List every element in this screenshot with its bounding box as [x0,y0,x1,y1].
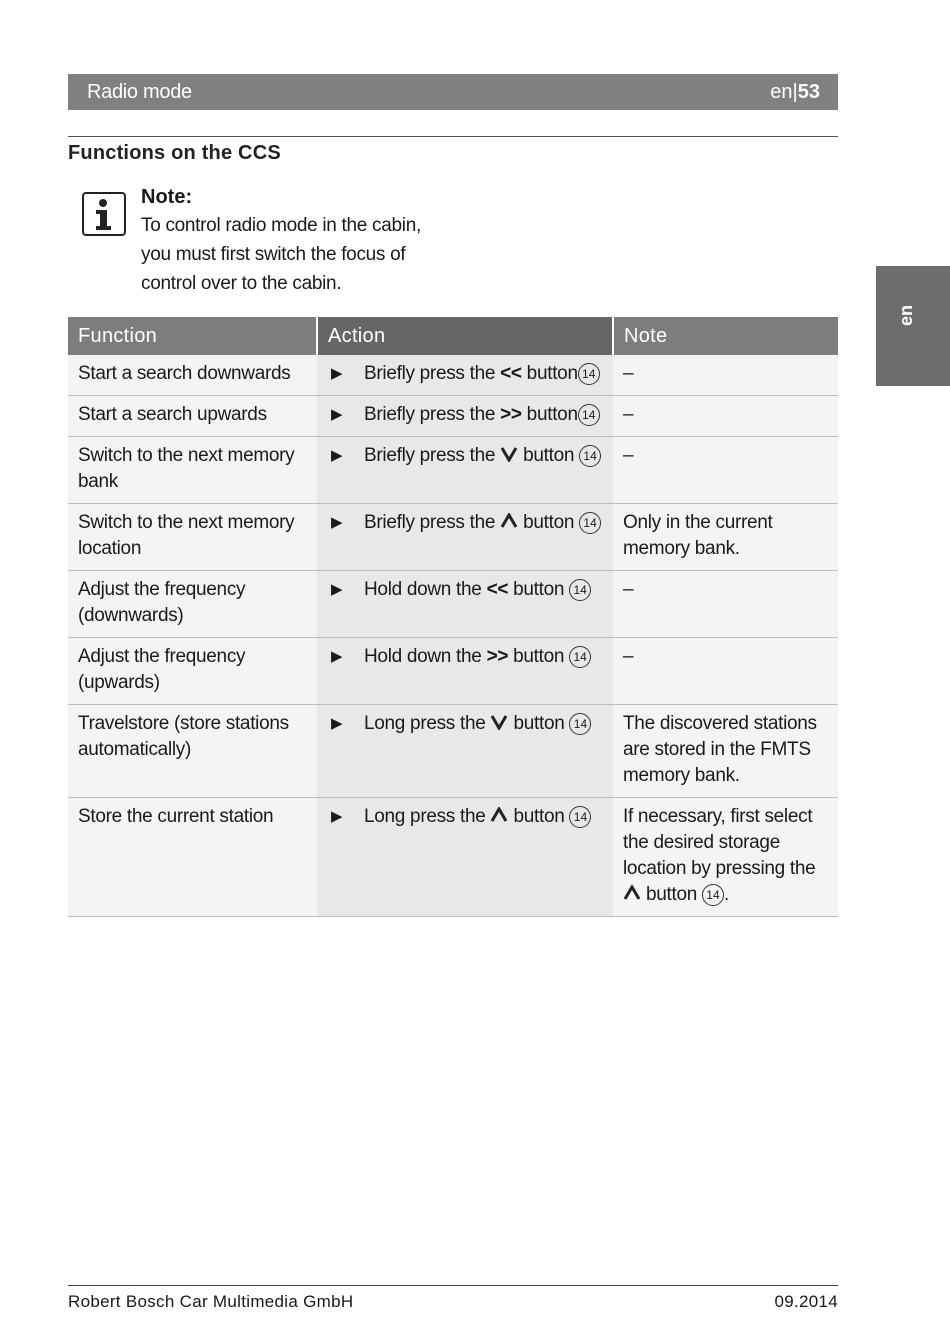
note-cell-text: Only in the current memory bank. [623,512,773,559]
action-cell [317,638,613,705]
note-cell [613,396,838,437]
action-suffix: button [518,445,580,466]
table-row [68,355,838,396]
circled-number-icon: 14 [579,512,601,534]
action-prefix: Briefly press the [364,404,501,425]
action-text [364,402,600,428]
action-cell [317,437,613,504]
circled-number-icon: 14 [569,806,591,828]
action-prefix: Hold down the [364,646,487,667]
action-suffix: button [508,579,570,600]
action-suffix: button [508,646,570,667]
header-section-title: Radio mode [87,81,192,103]
header-page-ref [770,81,820,104]
function-cell [68,798,317,917]
note-cell-text: – [623,445,634,466]
table-header-row [68,317,838,355]
function-text: Switch to the next memory location [78,512,295,559]
chevron-up-icon [490,807,508,823]
note-cell [613,638,838,705]
function-text: Start a search downwards [78,363,291,384]
action-suffix: button [518,512,580,533]
function-text: Store the current station [78,806,274,827]
chevron-up-icon [623,885,641,901]
note-block [141,186,441,298]
table-row [68,638,838,705]
triangle-right-icon: ▶ [331,581,343,598]
chevron-down-icon [490,714,508,730]
action-cell [317,504,613,571]
bottom-rule [68,1285,838,1286]
note-line: To control radio mode in the cabin, [141,215,421,236]
table-row [68,798,838,917]
triangle-right-icon: ▶ [331,447,343,464]
note-suffix: button [641,884,702,905]
page-number: 53 [797,81,820,103]
function-text: Adjust the frequency (downwards) [78,579,246,626]
page-heading: Functions on the CCS [68,142,281,164]
note-title: Note: [141,186,193,208]
action-cell [317,705,613,798]
header-separator: | [792,81,798,103]
button-symbol: >> [500,404,522,425]
circled-number-icon: 14 [579,445,601,467]
action-text [364,804,591,830]
button-symbol: << [500,363,522,384]
chevron-down-icon [500,446,518,462]
note-cell [613,571,838,638]
button-symbol: >> [486,646,509,667]
triangle-right-icon: ▶ [331,648,343,665]
language-tab [876,266,950,386]
action-text [364,510,601,536]
header-lang: en [770,81,793,103]
triangle-right-icon: ▶ [331,715,343,732]
footer-company: Robert Bosch Car Multimedia GmbH [68,1292,354,1311]
action-prefix: Hold down the [364,579,487,600]
circled-number-icon: 14 [702,884,724,906]
action-prefix: Long press the [364,806,491,827]
action-suffix: button [508,806,570,827]
circled-number-icon: 14 [569,579,591,601]
circled-number-icon: 14 [578,363,600,385]
button-symbol: << [486,579,509,600]
note-cell-text: If necessary, first select the desired storage location by pressing the [623,806,816,879]
note-cell-text: – [623,579,634,600]
table-body [68,355,838,917]
action-prefix: Briefly press the [364,445,501,466]
action-prefix: Long press the [364,713,491,734]
circled-number-icon: 14 [569,646,591,668]
action-suffix: button [521,363,578,384]
info-icon [82,192,126,236]
note-cell [613,798,838,917]
note-line: you must first switch the focus of [141,244,406,265]
circled-number-icon: 14 [569,713,591,735]
action-prefix: Briefly press the [364,512,501,533]
language-tab-label: en [896,304,916,326]
triangle-right-icon: ▶ [331,514,343,531]
action-text [364,443,601,469]
function-cell [68,396,317,437]
note-cell [613,705,838,798]
running-header [68,74,838,110]
action-text [364,711,591,737]
note-cell [613,437,838,504]
triangle-right-icon: ▶ [331,808,343,825]
action-cell [317,396,613,437]
table-row [68,571,838,638]
col-header-function: Function [68,317,317,355]
function-cell [68,638,317,705]
action-prefix: Briefly press the [364,363,501,384]
table-row [68,437,838,504]
action-text [364,361,600,387]
note-cell [613,504,838,571]
function-text: Switch to the next memory bank [78,445,295,492]
note-cell-text: – [623,363,634,384]
table-row [68,705,838,798]
action-suffix: button [521,404,578,425]
note-line: control over to the cabin. [141,273,342,294]
circled-number-icon: 14 [578,404,600,426]
action-cell [317,355,613,396]
note-cell [613,355,838,396]
note-end: . [723,884,729,905]
note-text [141,211,441,298]
note-cell-text: – [623,646,634,667]
action-text [364,577,591,603]
footer-date: 09.2014 [774,1292,838,1311]
function-cell [68,571,317,638]
action-text [364,644,591,670]
col-header-action: Action [317,317,613,355]
functions-table [68,317,838,917]
top-rule [68,136,838,137]
action-cell [317,571,613,638]
table-row [68,396,838,437]
triangle-right-icon: ▶ [331,406,343,423]
action-suffix: button [508,713,570,734]
function-text: Adjust the frequency (upwards) [78,646,246,693]
note-cell-text: The discovered stations are stored in the FMTS memory bank. [623,713,817,786]
function-cell [68,504,317,571]
function-cell [68,437,317,504]
function-text: Travelstore (store stations automatically) [78,713,289,760]
col-header-note: Note [613,317,838,355]
table-row [68,504,838,571]
function-cell [68,355,317,396]
action-cell [317,798,613,917]
function-cell [68,705,317,798]
chevron-up-icon [500,513,518,529]
triangle-right-icon: ▶ [331,365,343,382]
note-cell-text: – [623,404,634,425]
function-text: Start a search upwards [78,404,267,425]
